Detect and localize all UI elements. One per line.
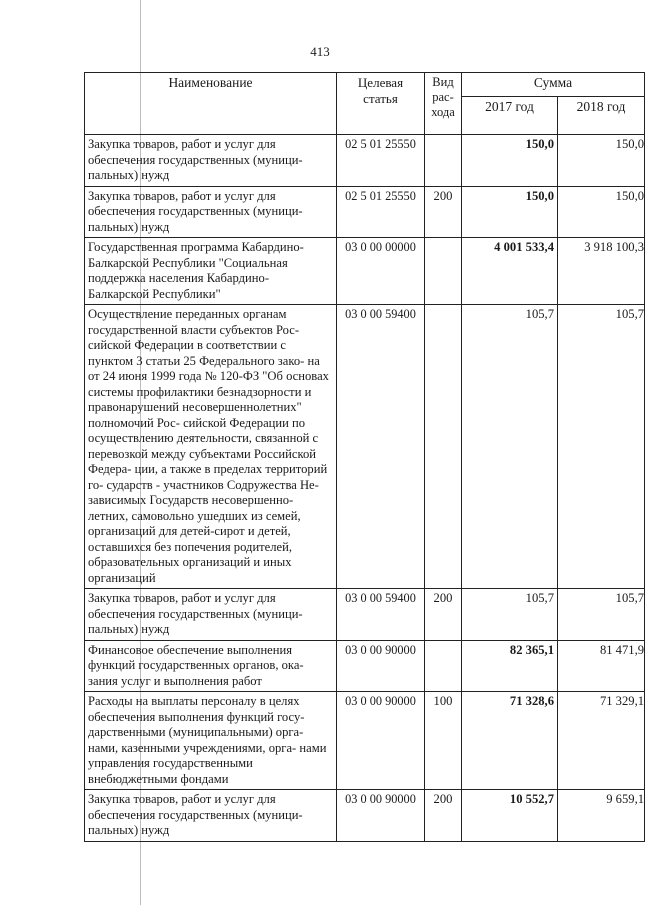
row-expense-type: 200 — [425, 186, 462, 238]
table-row — [85, 640, 645, 692]
row-target-article: 03 0 00 90000 — [337, 692, 425, 790]
row-target-article: 02 5 01 25550 — [337, 186, 425, 238]
row-expense-type: 100 — [425, 692, 462, 790]
header-expense-type: Вид рас- хода — [425, 73, 462, 135]
header-year-2017: 2017 год — [462, 97, 558, 135]
row-target-article: 03 0 00 90000 — [337, 640, 425, 692]
row-amount-2018: 150,0 — [558, 135, 645, 187]
table-row — [85, 692, 645, 790]
row-amount-2018: 3 918 100,3 — [558, 238, 645, 305]
row-expense-type — [425, 640, 462, 692]
row-target-article: 03 0 00 00000 — [337, 238, 425, 305]
header-year-2018: 2018 год — [558, 97, 645, 135]
table-row — [85, 186, 645, 238]
row-amount-2017: 150,0 — [462, 135, 558, 187]
row-name: Финансовое обеспечение выполнения функций государственных органов, ока- зания услуг и выполнения работ — [85, 640, 337, 692]
row-target-article: 03 0 00 59400 — [337, 305, 425, 589]
row-amount-2017: 150,0 — [462, 186, 558, 238]
row-expense-type: 200 — [425, 790, 462, 842]
row-expense-type — [425, 238, 462, 305]
row-name: Закупка товаров, работ и услуг для обеспечения государственных (муници- пальных) нужд — [85, 790, 337, 842]
row-expense-type — [425, 305, 462, 589]
row-amount-2018: 105,7 — [558, 589, 645, 641]
row-expense-type: 200 — [425, 589, 462, 641]
table-row — [85, 238, 645, 305]
row-target-article: 03 0 00 90000 — [337, 790, 425, 842]
page-number: 413 — [310, 44, 330, 59]
row-amount-2018: 105,7 — [558, 305, 645, 589]
header-target-article: Целевая статья — [337, 73, 425, 135]
row-amount-2017: 105,7 — [462, 589, 558, 641]
row-amount-2018: 150,0 — [558, 186, 645, 238]
row-amount-2017: 71 328,6 — [462, 692, 558, 790]
table-row — [85, 305, 645, 589]
row-target-article: 02 5 01 25550 — [337, 135, 425, 187]
row-name: Закупка товаров, работ и услуг для обеспечения государственных (муници- пальных) нужд — [85, 135, 337, 187]
row-name: Закупка товаров, работ и услуг для обеспечения государственных (муници- пальных) нужд — [85, 186, 337, 238]
row-target-article: 03 0 00 59400 — [337, 589, 425, 641]
table-row — [85, 790, 645, 842]
row-amount-2018: 9 659,1 — [558, 790, 645, 842]
row-name: Закупка товаров, работ и услуг для обеспечения государственных (муници- пальных) нужд — [85, 589, 337, 641]
table-row — [85, 135, 645, 187]
row-amount-2017: 4 001 533,4 — [462, 238, 558, 305]
row-amount-2017: 105,7 — [462, 305, 558, 589]
budget-table — [84, 72, 645, 842]
row-expense-type — [425, 135, 462, 187]
row-amount-2017: 10 552,7 — [462, 790, 558, 842]
row-amount-2018: 71 329,1 — [558, 692, 645, 790]
row-amount-2017: 82 365,1 — [462, 640, 558, 692]
row-amount-2018: 81 471,9 — [558, 640, 645, 692]
table-row — [85, 589, 645, 641]
row-name: Государственная программа Кабардино- Балкарской Республики "Социальная поддержка населения Кабардино- Балкарской Республики" — [85, 238, 337, 305]
row-name: Расходы на выплаты персоналу в целях обеспечения выполнения функций госу- дарственными (муниципальными) орга- нами, казенными учреждениями, орга- нами управления государственными внебюджетными фондами — [85, 692, 337, 790]
header-sum: Сумма — [462, 73, 645, 97]
row-name: Осуществление переданных органам государственной власти субъектов Рос- сийской Федерации в соответствии с пунктом 3 статьи 25 Федерального зако- на от 24 июня 1999 года № 120-ФЗ "Об основах системы профилактики безнадзорности и правонарушений несовершеннолетних" полномочий Рос- сийской Федерации по осуществлению деятельности, связанной с перевозкой между субъектами Российской Федера- ции, а также в пределах территорий го- сударств - участников Содружества Не- зависимых Государств несовершенно- летних, самовольно ушедших из семей, организаций для детей-сирот и детей, оставшихся без попечения родителей, образовательных организаций и иных организаций — [85, 305, 337, 589]
header-name: Наименование — [85, 73, 337, 135]
